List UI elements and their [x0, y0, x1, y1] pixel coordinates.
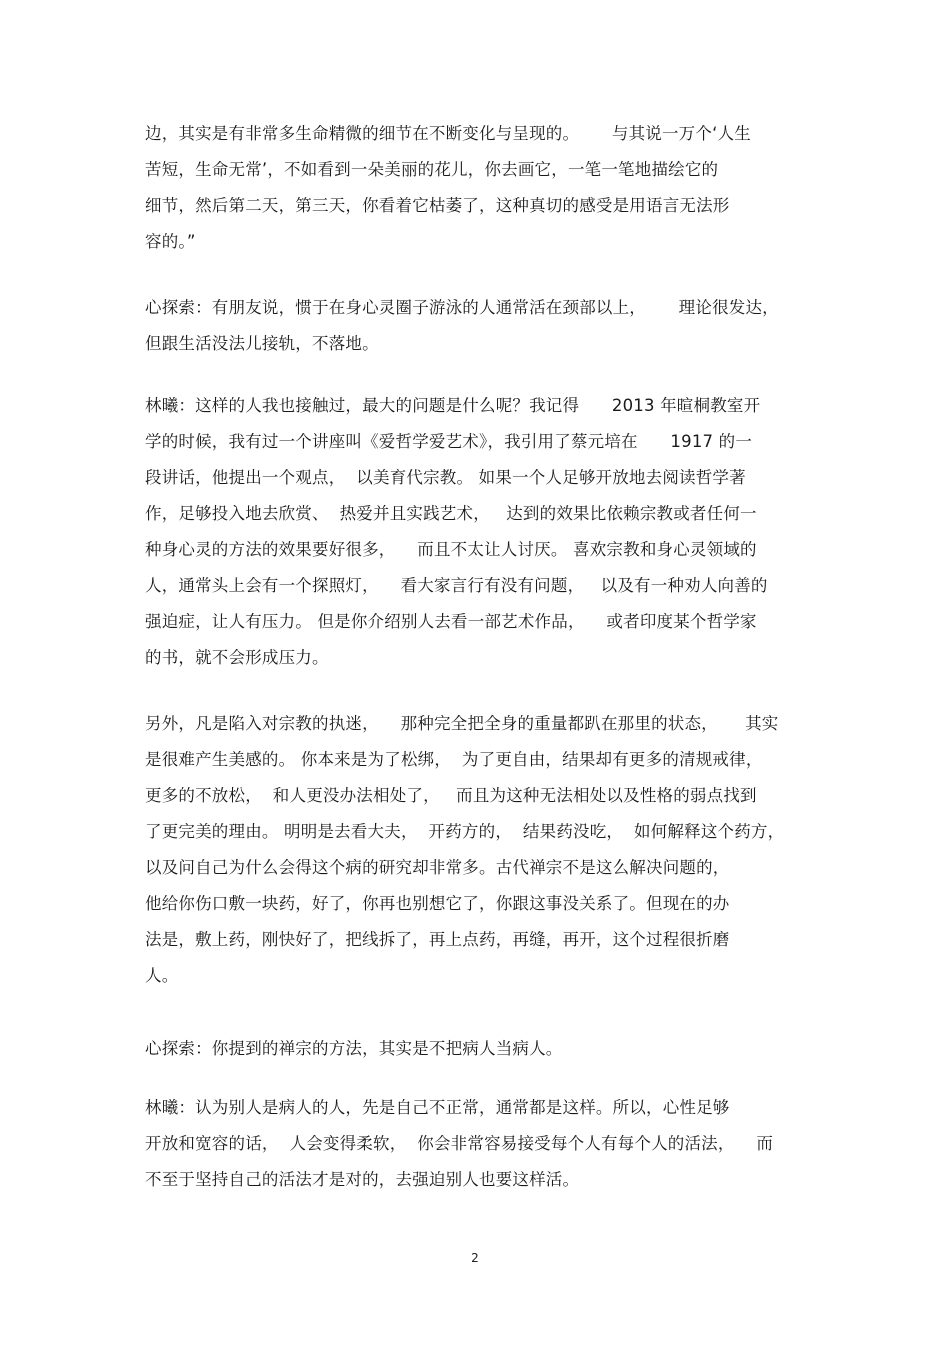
text-line: 另外，凡是陷入对宗教的执迷， 那种完全把全身的重量都趴在那里的状态， 其实 — [145, 714, 779, 733]
text-line: 开放和宽容的话， 人会变得柔软， 你会非常容易接受每个人有每个人的活法， 而 — [145, 1134, 774, 1153]
paragraph-1 — [145, 116, 815, 260]
text-line: 林曦：认为别人是病人的人，先是自己不正常，通常都是这样。所以，心性足够 — [145, 1098, 730, 1117]
text-line: 段讲话，他提出一个观点， 以美育代宗教。 如果一个人足够开放地去阅读哲学著 — [145, 468, 746, 487]
paragraph-3 — [145, 388, 815, 676]
text-line: 边，其实是有非常多生命精微的细节在不断变化与呈现的。 与其说一万个‘人生 — [145, 124, 751, 143]
text-line: 种身心灵的方法的效果要好很多， 而且不太让人讨厌。 喜欢宗教和身心灵领域的 — [145, 540, 757, 559]
text-line: 的书，就不会形成压力。 — [145, 648, 329, 667]
text-line: 他给你伤口敷一块药，好了，你再也别想它了，你跟这事没关系了。但现在的办 — [145, 894, 730, 913]
text-line: 林曦：这样的人我也接触过，最大的问题是什么呢？我记得 2013 年暄桐教室开 — [145, 396, 761, 415]
text-line: 不至于坚持自己的活法才是对的，去强迫别人也要这样活。 — [145, 1170, 580, 1189]
paragraph-2 — [145, 290, 815, 362]
text-line: 人，通常头上会有一个探照灯， 看大家言行有没有问题， 以及有一种劝人向善的 — [145, 576, 768, 595]
text-line: 但跟生活没法儿接轨，不落地。 — [145, 334, 379, 353]
text-line: 苦短，生命无常’，不如看到一朵美丽的花儿，你去画它，一笔一笔地描绘它的 — [145, 160, 719, 179]
text-line: 学的时候，我有过一个讲座叫《爱哲学爱艺术》，我引用了蔡元培在 1917 的一 — [145, 432, 753, 451]
text-line: 强迫症，让人有压力。 但是你介绍别人去看一部艺术作品， 或者印度某个哲学家 — [145, 612, 757, 631]
text-line: 以及问自己为什么会得这个病的研究却非常多。古代禅宗不是这么解决问题的， — [145, 858, 730, 877]
text-line: 心探索：有朋友说，惯于在身心灵圈子游泳的人通常活在颈部以上， 理论很发达， — [145, 298, 779, 317]
text-line: 法是，敷上药，刚快好了，把线拆了，再上点药，再缝，再开，这个过程很折磨 — [145, 930, 730, 949]
page-number: 2 — [471, 1251, 479, 1265]
text-line: 更多的不放松， 和人更没办法相处了， 而且为这种无法相处以及性格的弱点找到 — [145, 786, 757, 805]
text-line: 容的。” — [145, 232, 196, 251]
paragraph-6 — [145, 1090, 815, 1198]
text-line: 作，足够投入地去欣赏、 热爱并且实践艺术， 达到的效果比依赖宗教或者任何一 — [145, 504, 757, 523]
text-line: 人。 — [145, 966, 179, 985]
text-line: 了更完美的理由。 明明是去看大夫， 开药方的， 结果药没吃， 如何解释这个药方， — [145, 822, 785, 841]
paragraph-4 — [145, 706, 815, 994]
text-line: 心探索：你提到的禅宗的方法，其实是不把病人当病人。 — [145, 1039, 563, 1058]
text-line: 是很难产生美感的。 你本来是为了松绑， 为了更自由，结果却有更多的清规戒律， — [145, 750, 763, 769]
paragraph-5 — [145, 1031, 815, 1067]
text-line: 细节，然后第二天，第三天，你看着它枯萎了，这种真切的感受是用语言无法形 — [145, 196, 730, 215]
